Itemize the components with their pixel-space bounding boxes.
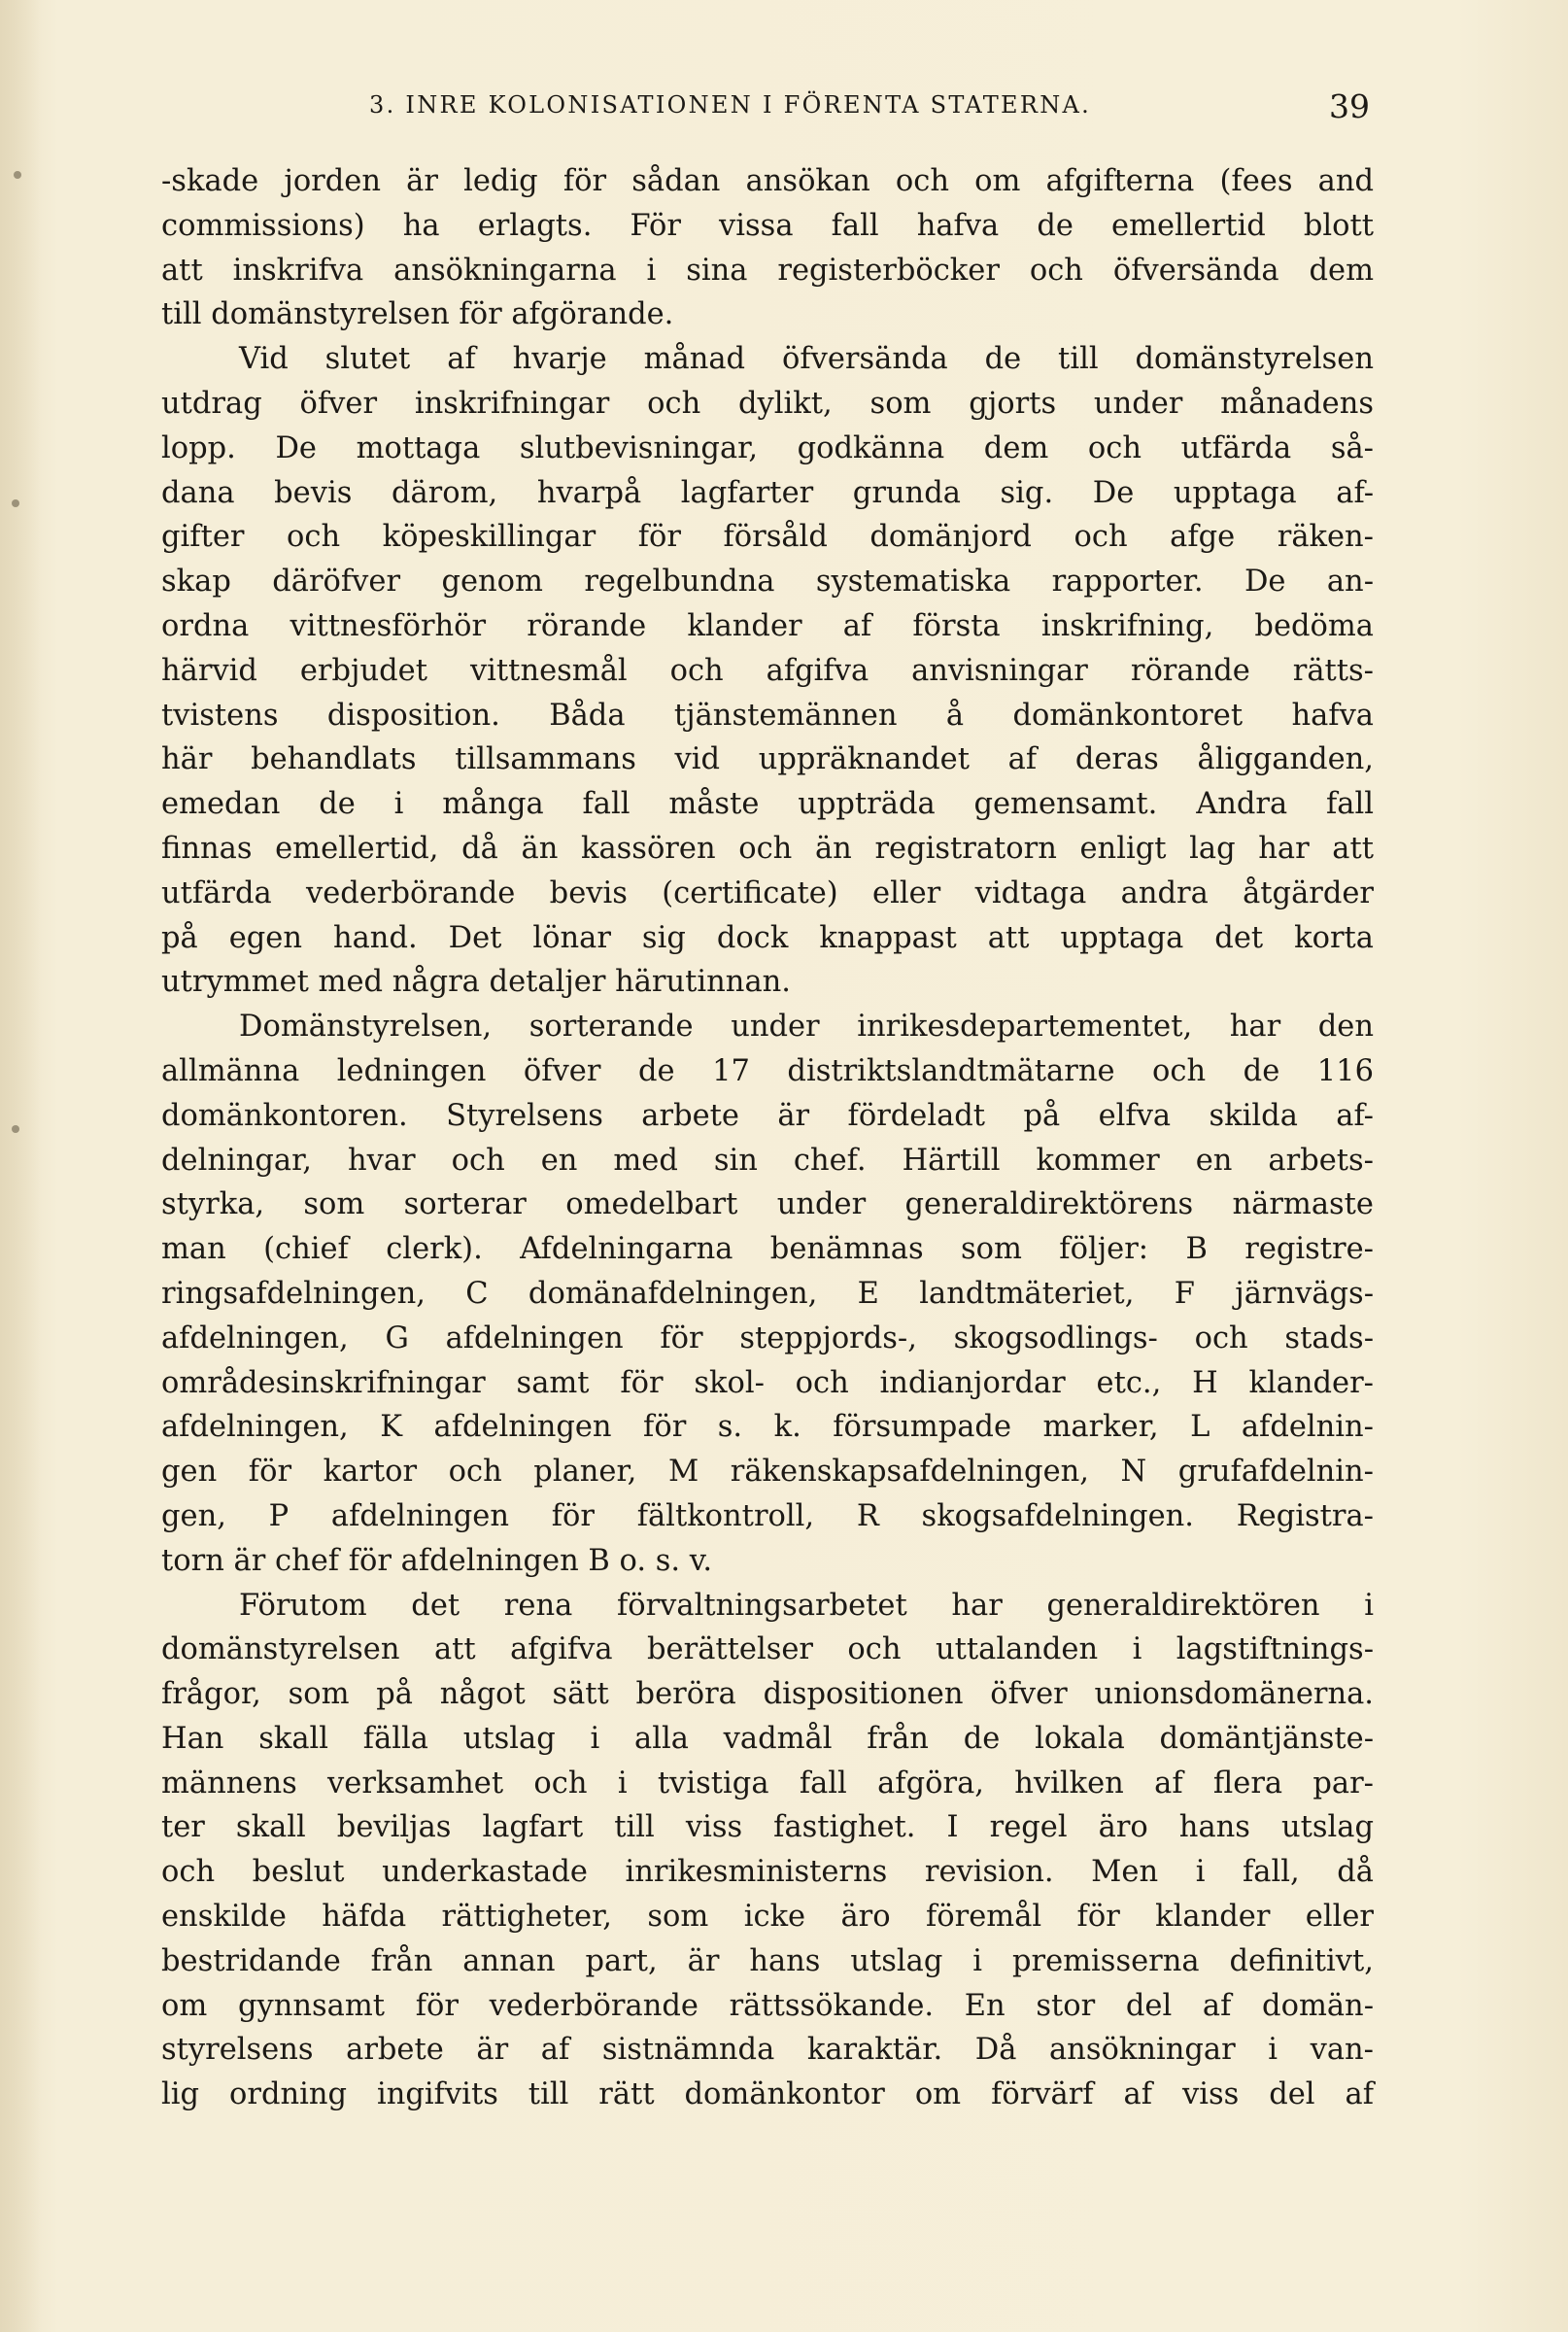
text-line: commissions) ha erlagts. För vissa fall hafva de emellertid blott bbox=[161, 208, 1374, 243]
page-header bbox=[369, 87, 1370, 126]
text-line: gen för kartor och planer, M räkenskapsafdelningen, N grufafdelnin- bbox=[161, 1455, 1374, 1490]
margin-mark bbox=[12, 499, 19, 507]
page-spine-shadow bbox=[0, 0, 41, 2332]
text-line: afdelningen, G afdelningen för steppjords-, skogsodlings- och stads- bbox=[161, 1320, 1374, 1355]
text-line: områdesinskrifningar samt för skol- och indianjordar etc., H klander- bbox=[161, 1365, 1374, 1400]
text-line: skap däröfver genom regelbundna systematiska rapporter. De an- bbox=[161, 565, 1374, 600]
text-line: härvid erbjudet vittnesmål och afgifva anvisningar rörande rätts- bbox=[161, 653, 1374, 688]
text-line: allmänna ledningen öfver de 17 distriktslandtmätarne och de 116 bbox=[161, 1053, 1374, 1088]
paragraph bbox=[161, 337, 1374, 1005]
text-line: Förutom det rena förvaltningsarbetet har generaldirektören i bbox=[239, 1588, 1374, 1623]
text-line: här behandlats tillsammans vid uppräknandet af deras åligganden, bbox=[161, 742, 1374, 777]
paragraph bbox=[161, 159, 1374, 337]
paragraph bbox=[161, 1584, 1374, 2118]
text-line: utfärda vederbörande bevis (certificate) eller vidtaga andra åtgärder bbox=[161, 875, 1374, 910]
text-line: utdrag öfver inskrifningar och dylikt, som gjorts under månadens bbox=[161, 386, 1374, 421]
text-line: att inskrifva ansökningarna i sina registerböcker och öfversända dem bbox=[161, 253, 1374, 288]
text-line: ordna vittnesförhör rörande klander af första inskrifning, bedöma bbox=[161, 608, 1374, 643]
text-line: finnas emellertid, då än kassören och än registratorn enligt lag har att bbox=[161, 831, 1374, 866]
text-line: -skade jorden är ledig för sådan ansökan och om afgifterna (fees and bbox=[161, 164, 1374, 198]
text-line: domänstyrelsen att afgifva berättelser och uttalanden i lagstiftnings- bbox=[161, 1632, 1374, 1667]
text-line: männens verksamhet och i tvistiga fall afgöra, hvilken af flera par- bbox=[161, 1766, 1374, 1800]
text-line: till domänstyrelsen för afgörande. bbox=[161, 297, 674, 332]
margin-mark bbox=[14, 171, 21, 179]
text-line: torn är chef för afdelningen B o. s. v. bbox=[161, 1543, 713, 1578]
text-line: bestridande från annan part, är hans utslag i premisserna definitivt, bbox=[161, 1943, 1374, 1978]
text-line: dana bevis därom, hvarpå lagfarter grunda sig. De upptaga af- bbox=[161, 475, 1374, 510]
text-line: ringsafdelningen, C domänafdelningen, E landtmäteriet, F järnvägs- bbox=[161, 1276, 1374, 1311]
text-line: styrka, som sorterar omedelbart under generaldirektörens närmaste bbox=[161, 1187, 1374, 1222]
text-line: Domänstyrelsen, sorterande under inrikesdepartementet, har den bbox=[239, 1010, 1374, 1045]
text-line: tvistens disposition. Båda tjänstemännen å domänkontoret hafva bbox=[161, 698, 1374, 733]
text-line: utrymmet med några detaljer härutinnan. bbox=[161, 965, 791, 1000]
text-line: på egen hand. Det lönar sig dock knappast att upptaga det korta bbox=[161, 920, 1374, 955]
text-line: delningar, hvar och en med sin chef. Härtill kommer en arbets- bbox=[161, 1143, 1374, 1178]
running-head: 3. INRE KOLONISATIONEN I FÖRENTA STATERNA. bbox=[369, 91, 1092, 119]
text-line: styrelsens arbete är af sistnämnda karaktär. Då ansökningar i van- bbox=[161, 2033, 1374, 2068]
text-line: Han skall fälla utslag i alla vadmål från de lokala domäntjänste- bbox=[161, 1721, 1374, 1756]
text-line: emedan de i många fall måste uppträda gemensamt. Andra fall bbox=[161, 787, 1374, 822]
text-line: gen, P afdelningen för fältkontroll, R skogsafdelningen. Registra- bbox=[161, 1498, 1374, 1533]
paragraph bbox=[161, 1005, 1374, 1583]
margin-mark bbox=[12, 1125, 19, 1133]
body-text bbox=[161, 159, 1374, 2117]
text-line: lopp. De mottaga slutbevisningar, godkänna dem och utfärda så- bbox=[161, 430, 1374, 465]
text-line: ter skall beviljas lagfart till viss fastighet. I regel äro hans utslag bbox=[161, 1810, 1374, 1845]
text-line: om gynnsamt för vederbörande rättssökande. En stor del af domän- bbox=[161, 1988, 1374, 2023]
page-number: 39 bbox=[1329, 87, 1370, 125]
text-line: man (chief clerk). Afdelningarna benämnas som följer: B registre- bbox=[161, 1232, 1374, 1267]
text-line: lig ordning ingifvits till rätt domänkontor om förvärf af viss del af bbox=[161, 2077, 1374, 2112]
text-line: afdelningen, K afdelningen för s. k. försumpade marker, L afdelnin- bbox=[161, 1410, 1374, 1445]
text-line: gifter och köpeskillingar för försåld domänjord och afge räken- bbox=[161, 520, 1374, 555]
text-line: domänkontoren. Styrelsens arbete är fördeladt på elfva skilda af- bbox=[161, 1098, 1374, 1133]
text-line: Vid slutet af hvarje månad öfversända de till domänstyrelsen bbox=[239, 342, 1374, 377]
text-line: frågor, som på något sätt beröra dispositionen öfver unionsdomänerna. bbox=[161, 1677, 1374, 1712]
text-line: och beslut underkastade inrikesministerns revision. Men i fall, då bbox=[161, 1855, 1374, 1890]
text-line: enskilde häfda rättigheter, som icke äro föremål för klander eller bbox=[161, 1900, 1374, 1935]
